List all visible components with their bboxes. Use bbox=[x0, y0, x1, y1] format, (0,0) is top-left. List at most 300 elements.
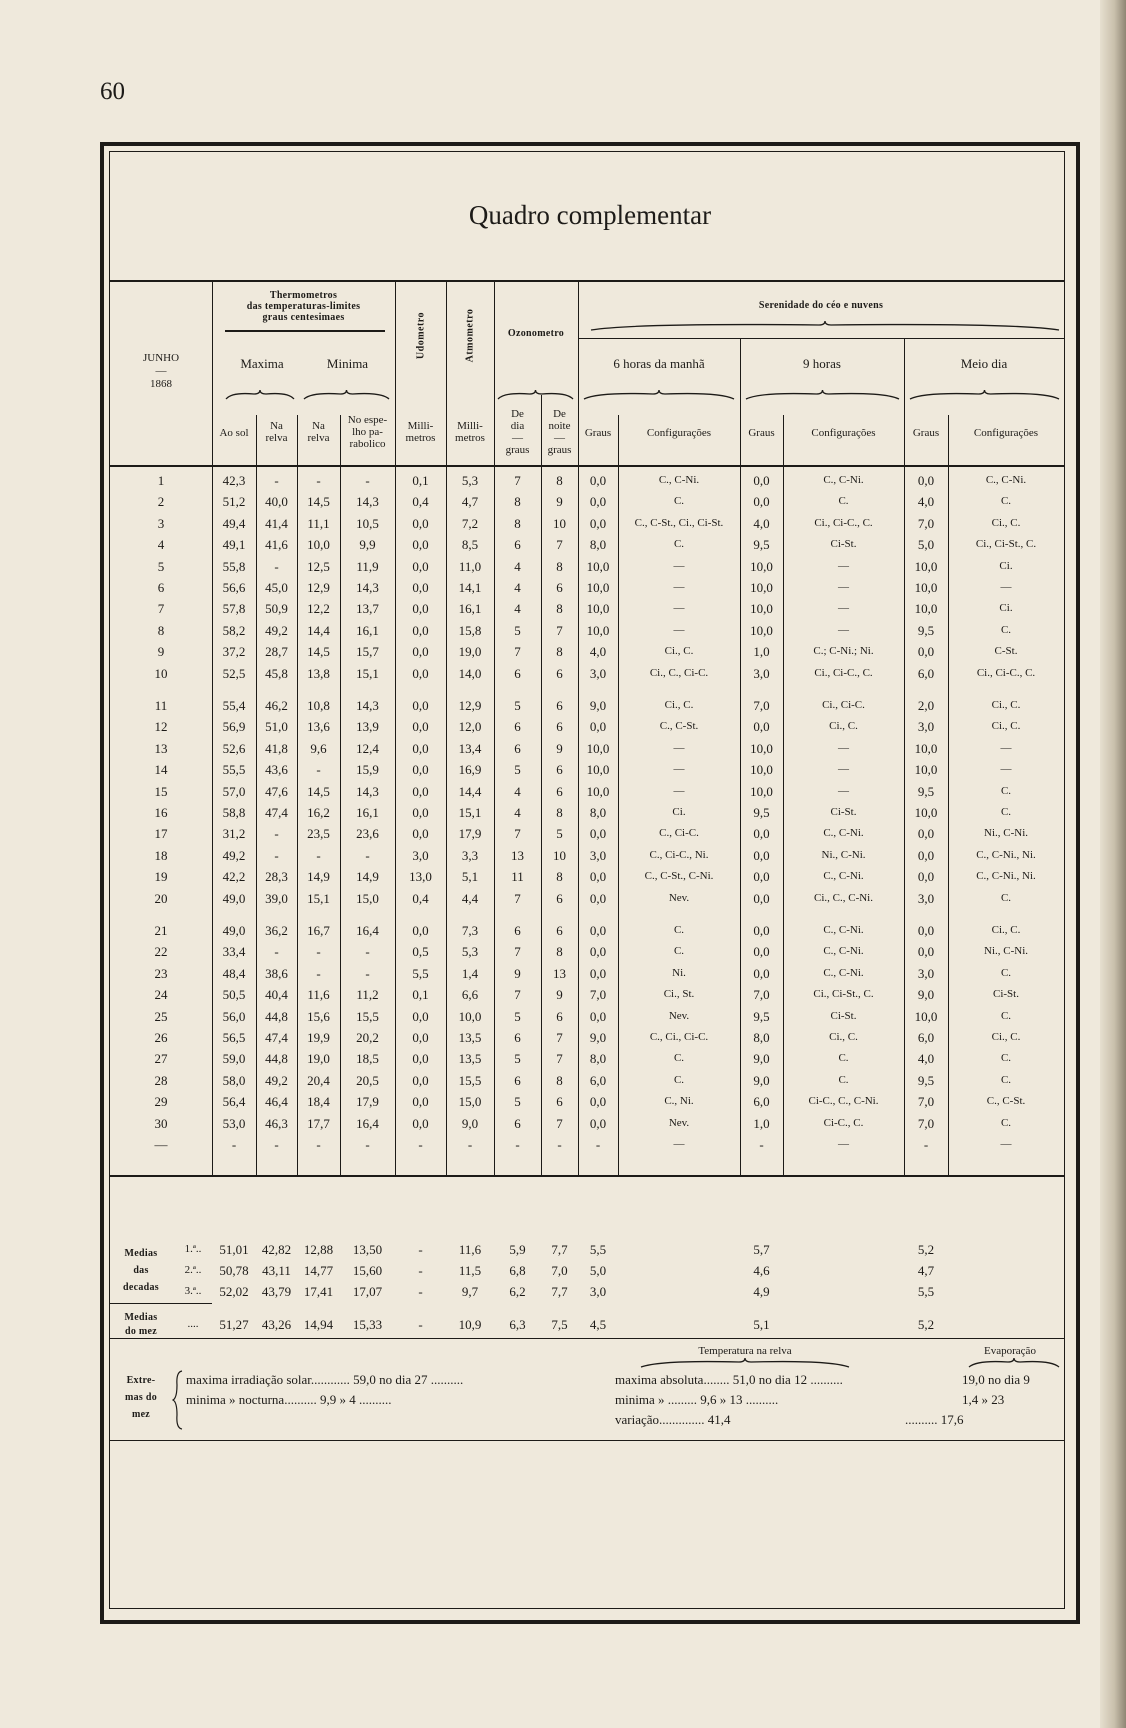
table-cell: 0,1 bbox=[412, 987, 429, 1003]
table-cell: 45,0 bbox=[265, 580, 288, 595]
table-cell: 0,0 bbox=[753, 826, 770, 842]
table-cell: 6 bbox=[556, 665, 563, 681]
table-cell: 8 bbox=[556, 644, 563, 660]
table-cell: 0,4 bbox=[412, 494, 429, 510]
table-cell: 7,0 bbox=[917, 515, 935, 531]
table-cell: C., C-Ni. bbox=[823, 966, 864, 979]
table-cell: 14,3 bbox=[356, 580, 379, 595]
table-cell: 5 bbox=[514, 622, 521, 638]
table-cell: 15,6 bbox=[307, 1008, 330, 1024]
table-cell: C., C-Ni. bbox=[658, 474, 700, 486]
media-cell: 5,1 bbox=[753, 1317, 770, 1332]
table-cell: — bbox=[838, 741, 849, 754]
table-cell: - bbox=[467, 1137, 473, 1152]
table-cell: 0,0 bbox=[917, 923, 935, 938]
table-cell: C., C-Ni. bbox=[823, 924, 864, 936]
evaporacao-label: Evaporação bbox=[984, 1345, 1036, 1357]
table-cell: 7 bbox=[556, 1051, 563, 1067]
table-cell: Ci-St. bbox=[830, 1009, 857, 1022]
table-cell: 0,0 bbox=[412, 1094, 429, 1110]
table-cell: 7 bbox=[514, 890, 521, 906]
table-cell: 8,0 bbox=[589, 1051, 607, 1067]
day-number: 28 bbox=[154, 1072, 168, 1088]
medias-decadas-label: Medias bbox=[124, 1248, 158, 1259]
table-cell: 9,5 bbox=[753, 1008, 770, 1024]
table-cell: 10,0 bbox=[586, 558, 610, 574]
table-cell: 9 bbox=[556, 987, 563, 1003]
table-cell: 0,0 bbox=[589, 1094, 607, 1110]
table-cell: 5 bbox=[514, 1051, 521, 1067]
table-cell: — bbox=[1000, 741, 1012, 754]
table-cell: — bbox=[838, 559, 849, 572]
table-cell: 6 bbox=[556, 580, 563, 595]
media-cell: 6,8 bbox=[509, 1263, 526, 1278]
table-cell: — bbox=[838, 602, 849, 615]
media-cell: 6,2 bbox=[509, 1284, 526, 1299]
table-cell: 10,0 bbox=[750, 783, 773, 799]
body-bottom-rule bbox=[110, 1175, 1064, 1177]
extremas-line-3-mid: variação.............. 41,4 bbox=[615, 1412, 731, 1427]
table-cell: 9,0 bbox=[753, 1051, 770, 1067]
table-cell: 4 bbox=[514, 601, 521, 617]
table-cell: - bbox=[316, 965, 321, 981]
espelho-parabolico-label: No espe- bbox=[347, 414, 388, 426]
table-cell: Ci., C., C-Ni. bbox=[814, 891, 873, 904]
table-cell: - bbox=[316, 1137, 321, 1152]
column-rule bbox=[740, 338, 741, 1175]
table-cell: 0,0 bbox=[917, 644, 935, 660]
table-cell: - bbox=[557, 1137, 562, 1152]
table-cell: - bbox=[365, 473, 370, 488]
table-cell: 0,0 bbox=[589, 473, 607, 488]
table-cell: 17,9 bbox=[356, 1094, 379, 1110]
de-dia-label: — bbox=[512, 432, 523, 444]
table-cell: Ci., C. bbox=[991, 516, 1021, 529]
table-cell: 31,2 bbox=[222, 826, 246, 842]
day-number: 21 bbox=[154, 923, 168, 938]
table-cell: 14,9 bbox=[307, 869, 330, 885]
table-cell: C.; C-Ni.; Ni. bbox=[813, 645, 874, 658]
table-cell: - bbox=[274, 847, 279, 863]
day-number: 24 bbox=[154, 987, 168, 1003]
extremas-line-1-left: maxima irradiação solar............ 59,0 no dia 27 .......... bbox=[186, 1372, 464, 1387]
table-cell: Ci., C. bbox=[991, 1031, 1021, 1043]
table-cell: 55,4 bbox=[222, 698, 246, 713]
table-cell: 3,0 bbox=[917, 719, 935, 735]
table-cell: 6 bbox=[514, 665, 521, 681]
media-cell: 15,33 bbox=[352, 1317, 383, 1332]
table-cell: 53,0 bbox=[222, 1115, 246, 1131]
extremas-line-2-mid: minima » ......... 9,6 » 13 .......... bbox=[615, 1392, 779, 1407]
table-cell: 47,6 bbox=[265, 783, 288, 799]
day-number: 15 bbox=[154, 783, 168, 799]
table-cell: 6 bbox=[514, 1072, 521, 1088]
extremas-brace bbox=[172, 1370, 184, 1430]
table-cell: 15,0 bbox=[458, 1094, 482, 1110]
table-cell: 10,0 bbox=[750, 558, 773, 574]
table-cell: 18,5 bbox=[356, 1051, 379, 1067]
table-cell: 4 bbox=[514, 580, 521, 595]
millimetros-label: metros bbox=[455, 432, 485, 444]
table-cell: 10,0 bbox=[750, 622, 773, 638]
table-cell: C. bbox=[1000, 1116, 1012, 1129]
table-cell: 0,0 bbox=[412, 1030, 429, 1045]
day-number: 1 bbox=[157, 473, 165, 488]
table-cell: 41,8 bbox=[265, 740, 288, 756]
table-cell: 1,0 bbox=[753, 1115, 770, 1131]
table-cell: 0,0 bbox=[589, 826, 607, 842]
table-cell: 6,6 bbox=[461, 987, 479, 1003]
table-cell: 48,4 bbox=[222, 965, 246, 981]
table-cell: C. bbox=[838, 495, 849, 508]
table-cell: 6 bbox=[514, 923, 521, 938]
table-cell: 45,8 bbox=[265, 665, 288, 681]
table-cell: Ci. bbox=[999, 602, 1013, 615]
table-cell: - bbox=[365, 1137, 370, 1152]
table-cell: 0,0 bbox=[412, 1072, 429, 1088]
table-cell: 4,4 bbox=[461, 890, 479, 906]
table-cell: — bbox=[1000, 763, 1012, 776]
table-cell: 15,8 bbox=[458, 622, 482, 638]
table-cell: 13,4 bbox=[458, 740, 482, 756]
table-cell: — bbox=[1000, 581, 1012, 593]
table-cell: 11,0 bbox=[458, 558, 482, 574]
media-cell: 51,27 bbox=[219, 1317, 249, 1332]
medias-separator bbox=[110, 1303, 212, 1304]
media-cell: 5,0 bbox=[589, 1263, 607, 1278]
table-cell: 9 bbox=[514, 965, 521, 981]
table-cell: 10,0 bbox=[914, 805, 938, 820]
table-cell: 6,0 bbox=[753, 1094, 770, 1110]
millimetros-label: Milli- bbox=[457, 420, 483, 432]
table-cell: 46,4 bbox=[265, 1094, 288, 1110]
table-cell: 0,0 bbox=[753, 923, 770, 938]
table-cell: 0,4 bbox=[412, 890, 429, 906]
media-cell: 15,60 bbox=[352, 1263, 383, 1278]
table-cell: Ci. bbox=[672, 806, 686, 818]
graus-label: Graus bbox=[748, 427, 775, 439]
media-cell: - bbox=[418, 1263, 423, 1278]
table-cell: 6 bbox=[556, 890, 563, 906]
table-cell: 20,5 bbox=[356, 1072, 379, 1088]
ao-sol-label: Ao sol bbox=[219, 427, 249, 439]
table-cell: 6 bbox=[514, 740, 521, 756]
day-number: 10 bbox=[154, 665, 168, 681]
table-cell: 58,8 bbox=[222, 805, 246, 820]
month-year-label: JUNHO bbox=[142, 352, 180, 364]
media-cell: - bbox=[418, 1317, 423, 1332]
table-cell: — bbox=[673, 741, 685, 754]
table-cell: 0,0 bbox=[589, 944, 607, 960]
table-cell: — bbox=[673, 1138, 685, 1150]
table-cell: 15,5 bbox=[356, 1008, 379, 1024]
medias-decadas-label: das bbox=[133, 1265, 149, 1276]
table-cell: 11,1 bbox=[307, 515, 330, 531]
table-cell: 9,5 bbox=[917, 622, 935, 638]
table-cell: 56,6 bbox=[222, 580, 246, 595]
table-cell: C., C-St. bbox=[659, 720, 699, 733]
ozonometro-label: Ozonometro bbox=[507, 328, 565, 339]
table-cell: 6 bbox=[514, 1115, 521, 1131]
table-cell: 10,0 bbox=[750, 580, 773, 595]
table-cell: 38,6 bbox=[265, 965, 288, 981]
day-number: 13 bbox=[154, 740, 168, 756]
table-cell: 6 bbox=[556, 783, 563, 799]
table-cell: C. bbox=[1000, 1009, 1012, 1022]
table-cell: 19,9 bbox=[307, 1030, 330, 1045]
table-cell: 13,0 bbox=[409, 869, 432, 885]
month-year-label: 1868 bbox=[150, 378, 172, 390]
table-cell: Ci., Ci-St., C. bbox=[813, 988, 874, 1001]
table-cell: 10,0 bbox=[458, 1008, 482, 1024]
media-cell: 12,88 bbox=[303, 1242, 334, 1257]
day-number: 26 bbox=[154, 1030, 168, 1045]
media-cell: 5,2 bbox=[917, 1317, 935, 1332]
table-cell: 13 bbox=[553, 965, 566, 981]
table-cell: 7 bbox=[514, 987, 521, 1003]
table-cell: 4,0 bbox=[589, 644, 607, 660]
media-cell: 11,6 bbox=[458, 1242, 482, 1257]
table-cell: 6,0 bbox=[917, 1030, 935, 1045]
table-cell: 0,0 bbox=[412, 580, 429, 595]
table-cell: 9,0 bbox=[917, 987, 935, 1003]
table-cell: 47,4 bbox=[265, 805, 288, 820]
decade-index: .... bbox=[187, 1318, 199, 1330]
day-number: 25 bbox=[154, 1008, 168, 1024]
table-cell: 3,3 bbox=[461, 847, 479, 863]
table-cell: 10,5 bbox=[356, 515, 379, 531]
table-cell: 0,0 bbox=[753, 965, 770, 981]
table-cell: - bbox=[316, 944, 321, 960]
table-cell: 49,1 bbox=[222, 537, 246, 553]
table-cell: 8 bbox=[556, 1072, 563, 1088]
de-dia-label: De bbox=[511, 408, 524, 420]
table-cell: 0,0 bbox=[589, 869, 607, 885]
table-cell: - bbox=[316, 473, 321, 488]
table-cell: 9,5 bbox=[917, 783, 935, 799]
table-cell: 8,0 bbox=[589, 805, 607, 820]
table-cell: Ci-St. bbox=[993, 988, 1019, 1001]
table-cell: C. bbox=[1000, 891, 1012, 904]
table-cell: 0,0 bbox=[412, 515, 429, 531]
table-cell: 5,5 bbox=[412, 965, 429, 981]
decade-index: 1.ª.. bbox=[184, 1243, 202, 1255]
table-cell: 0,0 bbox=[412, 558, 429, 574]
table-cell: 10,0 bbox=[914, 1008, 938, 1024]
table-cell: 18,4 bbox=[307, 1094, 330, 1110]
table-cell: 10,0 bbox=[586, 762, 610, 778]
table-cell: 3,0 bbox=[753, 665, 770, 681]
table-cell: 0,0 bbox=[589, 1115, 607, 1131]
table-cell: 5 bbox=[514, 1008, 521, 1024]
media-cell: 4,5 bbox=[589, 1317, 607, 1332]
table-cell: 0,0 bbox=[589, 890, 607, 906]
table-cell: - bbox=[316, 847, 321, 863]
table-cell: 8 bbox=[514, 494, 521, 510]
table-cell: 10,8 bbox=[307, 698, 330, 713]
table-cell: C., C-Ni. bbox=[985, 474, 1027, 486]
thermometer-group-title: das temperaturas-limites bbox=[246, 301, 361, 312]
table-cell: C. bbox=[838, 1073, 849, 1086]
day-number: 18 bbox=[154, 847, 168, 863]
de-noite-label: — bbox=[554, 432, 565, 444]
meio-dia-brace bbox=[909, 389, 1060, 401]
table-cell: 3,0 bbox=[589, 847, 607, 863]
table-cell: 0,0 bbox=[412, 665, 429, 681]
table-cell: Ni., C-Ni. bbox=[984, 945, 1028, 958]
table-cell: 4 bbox=[514, 558, 521, 574]
table-cell: - bbox=[595, 1137, 601, 1152]
table-cell: 11,6 bbox=[307, 987, 330, 1003]
ozonometro-brace bbox=[497, 389, 574, 401]
table-cell: 14,5 bbox=[307, 494, 330, 510]
table-cell: 6,0 bbox=[917, 665, 935, 681]
table-cell: 6 bbox=[556, 1008, 563, 1024]
table-cell: C. bbox=[1000, 966, 1012, 979]
table-cell: - bbox=[274, 826, 279, 842]
table-cell: 0,0 bbox=[412, 805, 429, 820]
table-cell: 58,2 bbox=[222, 622, 246, 638]
table-cell: 0,0 bbox=[412, 601, 429, 617]
table-cell: 15,1 bbox=[458, 805, 482, 820]
table-cell: 14,0 bbox=[458, 665, 482, 681]
table-cell: 10,0 bbox=[914, 601, 938, 617]
media-cell: 14,77 bbox=[303, 1263, 334, 1278]
table-cell: 8,0 bbox=[753, 1030, 770, 1045]
table-cell: - bbox=[365, 847, 370, 863]
table-cell: 0,0 bbox=[412, 1051, 429, 1067]
de-dia-label: dia bbox=[510, 420, 525, 432]
media-cell: 4,7 bbox=[917, 1263, 935, 1278]
table-cell: 9,0 bbox=[461, 1115, 479, 1131]
media-cell: 5,5 bbox=[917, 1284, 935, 1299]
serenidade-rule bbox=[578, 338, 1064, 339]
millimetros-label: metros bbox=[405, 432, 436, 444]
table-cell: 41,4 bbox=[265, 515, 288, 531]
table-cell: C. bbox=[1000, 1052, 1012, 1065]
table-cell: 59,0 bbox=[222, 1051, 246, 1067]
table-cell: 10,0 bbox=[750, 762, 773, 778]
table-cell: C., Ci., Ci-C. bbox=[649, 1031, 709, 1043]
day-number: 23 bbox=[154, 965, 168, 981]
table-cell: 0,0 bbox=[917, 826, 935, 842]
table-cell: 5,0 bbox=[917, 537, 935, 553]
table-cell: C. bbox=[673, 538, 685, 551]
table-cell: 6 bbox=[556, 719, 563, 735]
table-cell: 0,0 bbox=[917, 944, 935, 960]
table-cell: 7 bbox=[556, 537, 563, 553]
table-cell: 46,2 bbox=[265, 698, 288, 713]
table-cell: Ni. bbox=[672, 966, 686, 979]
table-cell: 0,0 bbox=[917, 869, 935, 885]
table-cell: 0,0 bbox=[412, 644, 429, 660]
table-cell: 56,4 bbox=[222, 1094, 246, 1110]
table-cell: Ci., C. bbox=[829, 720, 858, 733]
table-cell: C. bbox=[1000, 784, 1012, 797]
table-cell: Nev. bbox=[668, 891, 690, 904]
table-cell: 0,0 bbox=[412, 1115, 429, 1131]
table-cell: - bbox=[274, 473, 279, 488]
table-cell: 12,9 bbox=[458, 698, 482, 713]
table-cell: 5 bbox=[514, 762, 521, 778]
table-cell: 5 bbox=[514, 698, 521, 713]
table-cell: 46,3 bbox=[265, 1115, 288, 1131]
table-cell: 57,8 bbox=[222, 601, 246, 617]
medias-bottom-rule bbox=[110, 1338, 1064, 1339]
extremas-line-2-right: 1,4 » 23 bbox=[962, 1392, 1005, 1407]
configuracoes-label: Configurações bbox=[973, 427, 1039, 439]
day-number: 2 bbox=[157, 494, 165, 510]
nine-hours-brace bbox=[745, 389, 900, 401]
table-cell: 49,0 bbox=[222, 890, 246, 906]
table-cell: C., C-St., Ci., Ci-St. bbox=[634, 516, 724, 529]
table-cell: 0,0 bbox=[412, 698, 429, 713]
day-number: 7 bbox=[157, 601, 165, 617]
graus-label: Graus bbox=[912, 427, 940, 439]
table-cell: 7,0 bbox=[589, 987, 607, 1003]
table-cell: 10,0 bbox=[586, 601, 610, 617]
nine-hours-label: 9 horas bbox=[803, 356, 841, 371]
table-cell: - bbox=[316, 762, 321, 778]
table-cell: 16,4 bbox=[356, 1115, 379, 1131]
table-cell: 28,7 bbox=[265, 644, 288, 660]
atmometro-label: Atmometro bbox=[464, 308, 476, 363]
meio-dia-label: Meio dia bbox=[960, 356, 1008, 371]
table-cell: 0,1 bbox=[412, 473, 429, 488]
table-cell: 8 bbox=[556, 473, 563, 488]
table-cell: 16,1 bbox=[356, 805, 379, 820]
table-cell: 3,0 bbox=[589, 665, 607, 681]
medias-mez-label: do mez bbox=[124, 1326, 158, 1337]
medias-mez-label: Medias bbox=[124, 1312, 158, 1323]
table-cell: 0,0 bbox=[589, 923, 607, 938]
table-cell: — bbox=[838, 1138, 849, 1150]
table-cell: 7,2 bbox=[461, 515, 479, 531]
table-cell: 17,7 bbox=[307, 1115, 330, 1131]
table-cell: 11,2 bbox=[356, 987, 379, 1003]
table-cell: Ci., C. bbox=[664, 699, 694, 711]
page-number: 60 bbox=[100, 78, 125, 105]
table-cell: - bbox=[418, 1137, 423, 1152]
table-cell: 14,3 bbox=[356, 494, 379, 510]
table-cell: 28,3 bbox=[265, 869, 288, 885]
table-cell: 4 bbox=[514, 783, 521, 799]
table-cell: 6,0 bbox=[589, 1072, 607, 1088]
table-cell: — bbox=[838, 784, 849, 797]
day-number: 5 bbox=[157, 558, 165, 574]
table-title: Quadro complementar bbox=[468, 200, 712, 230]
media-cell: 42,82 bbox=[261, 1242, 292, 1257]
serenidade-label: Serenidade do céo e nuvens bbox=[758, 300, 884, 311]
table-cell: — bbox=[838, 623, 849, 636]
table-cell: 15,0 bbox=[356, 890, 379, 906]
table-cell: 14,4 bbox=[458, 783, 482, 799]
table-cell: 8 bbox=[556, 944, 563, 960]
table-cell: C. bbox=[838, 1052, 849, 1065]
table-cell: 0,0 bbox=[753, 494, 770, 510]
media-cell: 52,02 bbox=[219, 1284, 249, 1299]
day-number: 22 bbox=[154, 944, 168, 960]
table-cell: 47,4 bbox=[265, 1030, 288, 1045]
table-cell: 12,2 bbox=[307, 601, 330, 617]
table-cell: 19,0 bbox=[307, 1051, 330, 1067]
table-cell: 9,9 bbox=[359, 537, 376, 553]
table-cell: 11,9 bbox=[356, 558, 379, 574]
table-cell: Ci-C., C., C-Ni. bbox=[808, 1095, 879, 1108]
table-cell: 5 bbox=[514, 1094, 521, 1110]
table-cell: 4,0 bbox=[753, 515, 770, 531]
table-cell: 10 bbox=[553, 847, 566, 863]
